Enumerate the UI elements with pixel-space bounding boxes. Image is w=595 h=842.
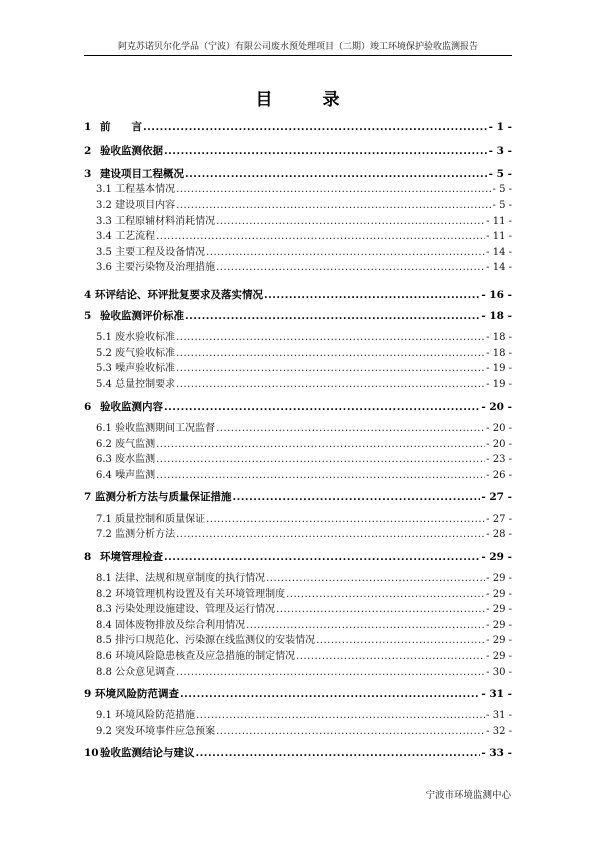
toc-page-number: - 18 - — [481, 310, 512, 322]
toc-page-number: - 18 - — [486, 348, 512, 359]
toc-chapter-number: 10 — [84, 747, 99, 759]
toc-entry-title: 5.4 总量控制要求 — [96, 379, 176, 390]
toc-page-number: - 29 - — [486, 635, 512, 646]
toc-dot-leader — [185, 167, 488, 182]
toc-dot-leader — [156, 437, 485, 452]
toc-section-entry[interactable] — [84, 330, 512, 345]
toc-section-entry[interactable] — [84, 198, 512, 213]
toc-entry-title: 8.8 公众意见调查 — [96, 667, 176, 678]
toc-dot-leader — [196, 746, 481, 761]
toc-section-entry[interactable] — [84, 468, 512, 483]
toc-section-entry[interactable] — [84, 229, 512, 244]
running-header: 阿克苏诺贝尔化学品（宁波）有限公司废水预处理项目（二期）竣工环境保护验收监测报告 — [117, 42, 478, 52]
toc-dot-leader — [216, 724, 485, 739]
toc-dot-leader — [176, 330, 485, 345]
toc-chapter-entry[interactable] — [84, 309, 512, 324]
toc-page-number: - 5 - — [492, 184, 512, 195]
toc-page-number: - 31 - — [481, 688, 512, 700]
toc-entry-title: 3.6 主要污染物及治理措施 — [96, 262, 216, 273]
toc-dot-leader — [176, 377, 485, 392]
toc-dot-leader — [164, 144, 488, 159]
toc-section-entry[interactable] — [84, 665, 512, 680]
toc-page-number: - 19 - — [486, 363, 512, 374]
toc-entry-title: 8.3 污染处理设施建设、管理及运行情况 — [96, 604, 276, 615]
toc-entry-title: 6.4 噪声监测 — [96, 470, 156, 481]
toc-page-number: - 14 - — [486, 262, 512, 273]
toc-dot-leader — [176, 527, 485, 542]
toc-dot-leader — [286, 587, 485, 602]
header-rule — [84, 55, 512, 56]
toc-entry-title: 验收监测评价标准 — [100, 310, 184, 322]
toc-page-number: - 18 - — [486, 332, 512, 343]
toc-page-number: - 30 - — [486, 667, 512, 678]
toc-page-number: - 23 - — [486, 454, 512, 465]
toc-entry-title: 3.4 工艺流程 — [96, 231, 156, 242]
toc-dot-leader — [185, 309, 480, 324]
toc-dot-leader — [176, 665, 485, 680]
toc-entry-title: 7.2 监测分析方法 — [96, 529, 176, 540]
toc-dot-leader — [216, 260, 485, 275]
toc-chapter-entry[interactable] — [84, 400, 512, 415]
toc-entry-title: 8.6 环境风险隐患核查及应急措施的制定情况 — [96, 651, 296, 662]
toc-chapter-entry[interactable] — [84, 288, 512, 303]
toc-entry-title: 5.1 废水验收标准 — [96, 332, 176, 343]
toc-section-entry[interactable] — [84, 346, 512, 361]
toc-section-entry[interactable] — [84, 587, 512, 602]
toc-section-entry[interactable] — [84, 633, 512, 648]
toc-page-number: - 14 - — [486, 247, 512, 258]
toc-entry-title: 3.5 主要工程及设备情况 — [96, 247, 206, 258]
toc-dot-leader — [143, 120, 488, 135]
toc-page-number: - 29 - — [486, 651, 512, 662]
toc-dot-leader — [176, 361, 485, 376]
toc-entry-title: 验收监测内容 — [100, 401, 163, 413]
toc-page-number: - 19 - — [486, 379, 512, 390]
page-title: 目 录 — [255, 90, 362, 110]
toc-dot-leader — [264, 288, 480, 303]
toc-chapter-number: 6 — [84, 401, 92, 413]
toc-dot-leader — [176, 198, 491, 213]
toc-chapter-entry[interactable] — [84, 746, 512, 761]
toc-entry-title: 9.1 环境风险防范措施 — [96, 710, 196, 721]
toc-dot-leader — [276, 602, 485, 617]
toc-section-entry[interactable] — [84, 260, 512, 275]
toc-dot-leader — [156, 229, 485, 244]
toc-chapter-number: 5 — [84, 310, 92, 322]
toc-page-number: - 29 - — [481, 551, 512, 563]
toc-section-entry[interactable] — [84, 377, 512, 392]
toc-page-number: - 20 - — [481, 401, 512, 413]
toc-dot-leader — [164, 550, 480, 565]
toc-chapter-entry[interactable] — [84, 167, 512, 182]
toc-dot-leader — [206, 512, 485, 527]
toc-page-number: - 33 - — [481, 747, 512, 759]
toc-dot-leader — [216, 214, 485, 229]
toc-section-entry[interactable] — [84, 214, 512, 229]
toc-dot-leader — [246, 618, 485, 633]
toc-dot-leader — [156, 468, 485, 483]
toc-dot-leader — [176, 182, 491, 197]
toc-section-entry[interactable] — [84, 527, 512, 542]
toc-dot-leader — [196, 708, 485, 723]
toc-page-number: - 5 - — [488, 168, 512, 180]
toc-section-entry[interactable] — [84, 649, 512, 664]
toc-section-entry[interactable] — [84, 708, 512, 723]
toc-page-number: - 5 - — [492, 200, 512, 211]
toc-entry-title: 3.2 建设项目内容 — [96, 200, 176, 211]
toc-page-number: - 16 - — [481, 289, 512, 301]
toc-section-entry[interactable] — [84, 421, 512, 436]
toc-chapter-entry[interactable] — [84, 550, 512, 565]
toc-entry-title: 5.2 废气验收标准 — [96, 348, 176, 359]
toc-page-number: - 26 - — [486, 470, 512, 481]
toc-page-number: - 20 - — [486, 439, 512, 450]
toc-section-entry[interactable] — [84, 245, 512, 260]
toc-section-entry[interactable] — [84, 571, 512, 586]
toc-page-number: - 29 - — [486, 620, 512, 631]
toc-entry-title: 6.2 废气监测 — [96, 439, 156, 450]
toc-chapter-number: 2 — [84, 145, 92, 157]
toc-dot-leader — [180, 687, 480, 702]
toc-page-number: - 11 - — [486, 231, 512, 242]
toc-entry-title: 9 环境风险防范调查 — [84, 688, 179, 700]
toc-entry-title: 6.1 验收监测期间工况监督 — [96, 423, 216, 434]
toc-chapter-entry[interactable] — [84, 687, 512, 702]
toc-section-entry[interactable] — [84, 618, 512, 633]
toc-chapter-number: 8 — [84, 551, 92, 563]
toc-entry-title: 建设项目工程概况 — [100, 168, 184, 180]
toc-entry-title: 7 监测分析方法与质量保证措施 — [84, 491, 232, 503]
toc-entry-title: 7.1 质量控制和质量保证 — [96, 514, 206, 525]
toc-section-entry[interactable] — [84, 512, 512, 527]
toc-page-number: - 27 - — [486, 514, 512, 525]
toc-dot-leader — [232, 490, 480, 505]
toc-dot-leader — [206, 245, 485, 260]
toc-dot-leader — [156, 452, 485, 467]
toc-page-number: - 3 - — [488, 145, 512, 157]
toc-entry-title: 前 言 — [100, 121, 142, 133]
toc-entry-title: 环境管理检查 — [100, 551, 163, 563]
toc-entry-title: 9.2 突发环境事件应急预案 — [96, 726, 216, 737]
toc-page-number: - 31 - — [486, 710, 512, 721]
toc-entry-title: 8.4 固体废物排放及综合利用情况 — [96, 620, 246, 631]
toc-entry-title: 3.3 工程原辅材料消耗情况 — [96, 216, 216, 227]
toc-page-number: - 1 - — [488, 121, 512, 133]
toc-chapter-number: 3 — [84, 168, 92, 180]
toc-chapter-number: 1 — [84, 121, 92, 133]
toc-dot-leader — [316, 633, 485, 648]
toc-entry-title: 5.3 噪声验收标准 — [96, 363, 176, 374]
toc-section-entry[interactable] — [84, 437, 512, 452]
toc-page-number: - 29 - — [486, 573, 512, 584]
toc-dot-leader — [266, 571, 485, 586]
toc-entry-title: 验收监测依据 — [100, 145, 163, 157]
toc-dot-leader — [176, 346, 485, 361]
toc-section-entry[interactable] — [84, 361, 512, 376]
toc-entry-title: 8.1 法律、法规和规章制度的执行情况 — [96, 573, 266, 584]
toc-dot-leader — [216, 421, 485, 436]
toc-page-number: - 29 - — [486, 589, 512, 600]
toc-page-number: - 20 - — [486, 423, 512, 434]
toc-entry-title: 8.5 排污口规范化、污染源在线监测仪的安装情况 — [96, 635, 316, 646]
toc-page-number: - 32 - — [486, 726, 512, 737]
toc-entry-title: 3.1 工程基本情况 — [96, 184, 176, 195]
toc-chapter-entry[interactable] — [84, 144, 512, 159]
toc-section-entry[interactable] — [84, 602, 512, 617]
toc-section-entry[interactable] — [84, 182, 512, 197]
toc-entry-title: 验收监测结论与建议 — [100, 747, 195, 759]
toc-page-number: - 11 - — [486, 216, 512, 227]
toc-dot-leader — [296, 649, 485, 664]
toc-section-entry[interactable] — [84, 452, 512, 467]
toc-chapter-entry[interactable] — [84, 490, 512, 505]
toc-chapter-entry[interactable] — [84, 120, 512, 135]
toc-page-number: - 27 - — [481, 491, 512, 503]
toc-entry-title: 8.2 环境管理机构设置及有关环境管理制度 — [96, 589, 286, 600]
toc-entry-title: 4 环评结论、环评批复要求及落实情况 — [84, 289, 263, 301]
toc-dot-leader — [164, 400, 480, 415]
toc-page-number: - 28 - — [486, 529, 512, 540]
running-footer: 宁波市环境监测中心 — [425, 790, 511, 801]
toc-section-entry[interactable] — [84, 724, 512, 739]
toc-page-number: - 29 - — [486, 604, 512, 615]
toc-entry-title: 6.3 废水监测 — [96, 454, 156, 465]
